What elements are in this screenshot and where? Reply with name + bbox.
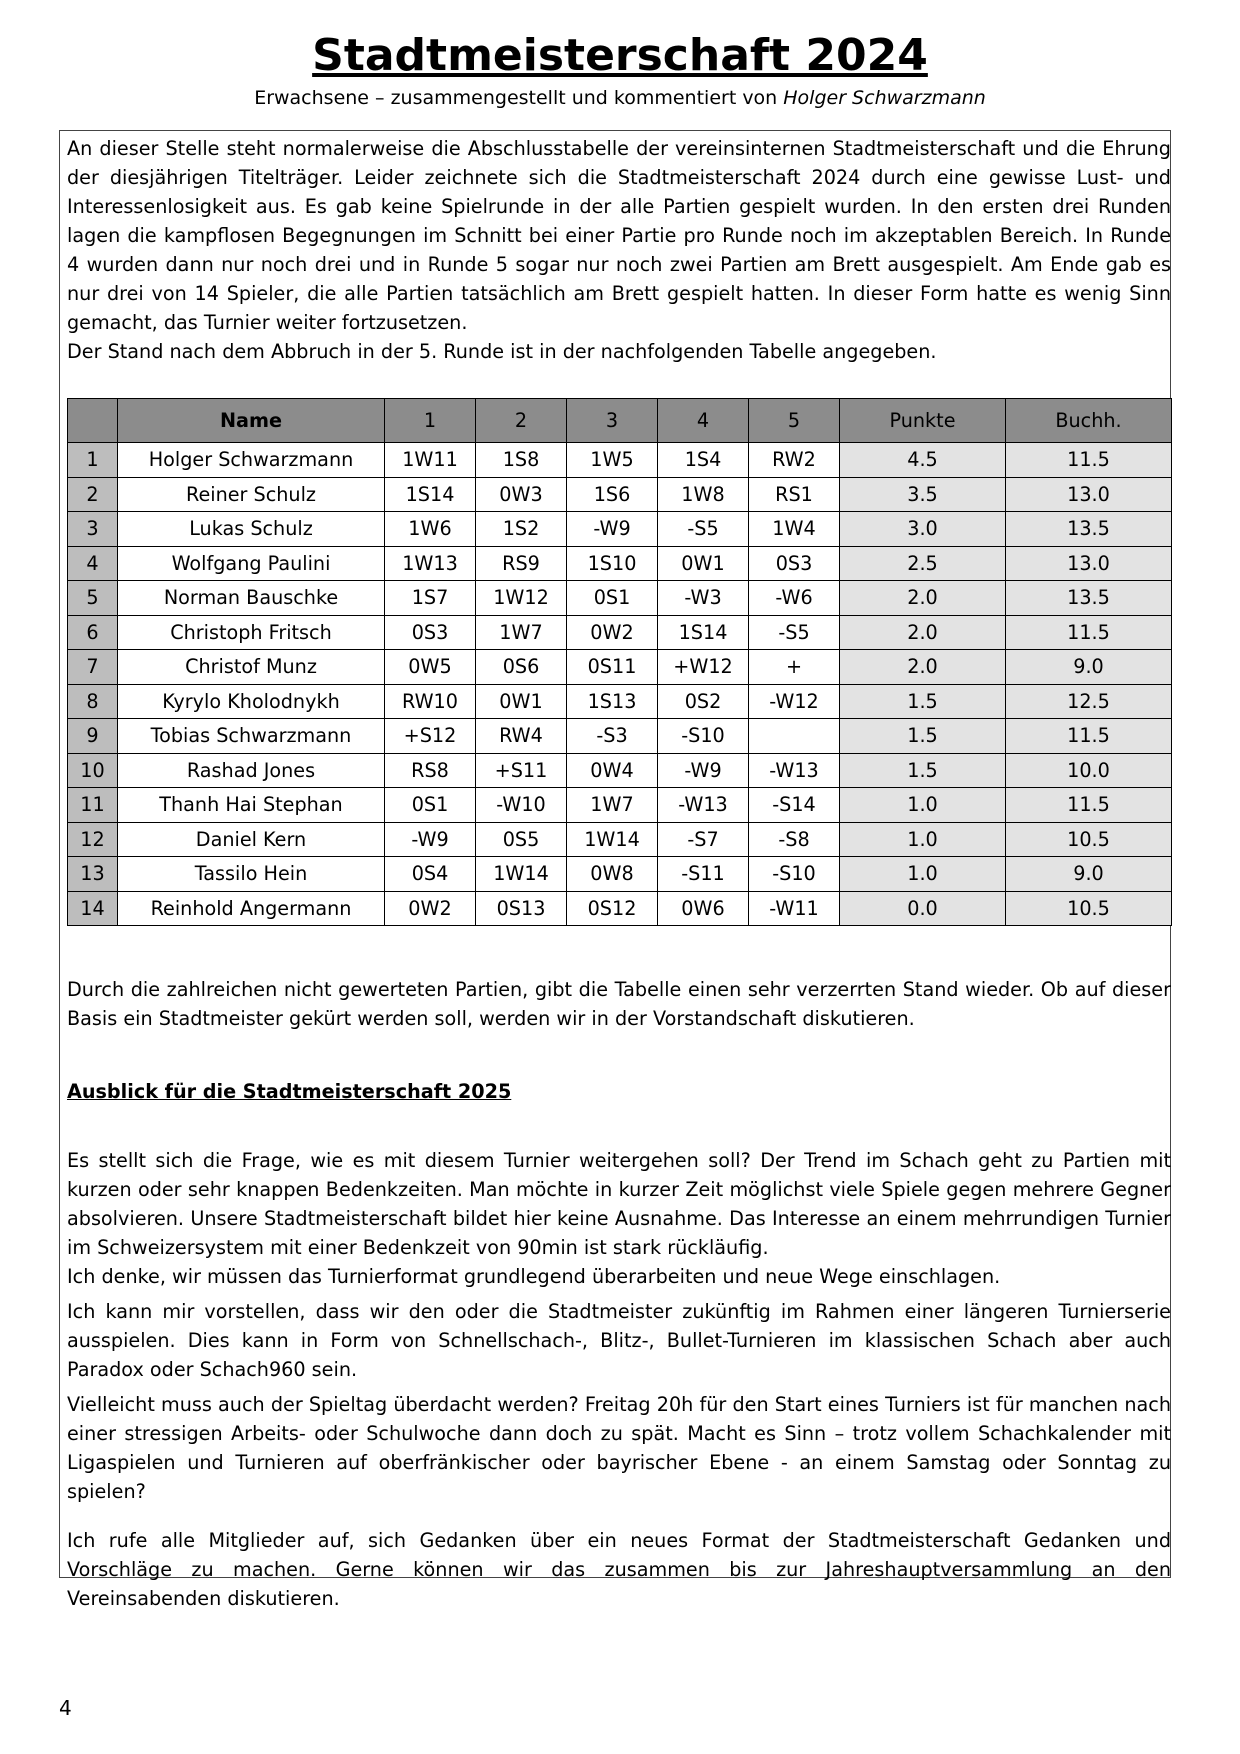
cell-rank: 10 xyxy=(68,753,118,788)
header-round-4: 4 xyxy=(658,399,749,443)
cell-points: 1.5 xyxy=(840,684,1006,719)
results-table xyxy=(67,398,1172,926)
table-row xyxy=(68,477,1172,512)
intro-section xyxy=(67,134,1171,366)
cell-points: 1.5 xyxy=(840,753,1006,788)
closing-paragraph: Ich rufe alle Mitglieder auf, sich Gedanken über ein neues Format der Stadtmeisterschaft Gedanken und Vorschläge zu machen. Gerne können wir das zusammen bis zur Jahreshauptversammlung an den Vereinsabenden diskutieren. xyxy=(67,1529,1171,1610)
cell-round-2: RS9 xyxy=(476,546,567,581)
cell-round-4: -S7 xyxy=(658,822,749,857)
cell-round-5 xyxy=(749,719,840,754)
cell-player-name: Norman Bauschke xyxy=(118,581,385,616)
cell-buchholz: 13.0 xyxy=(1006,546,1172,581)
page-subtitle xyxy=(0,86,1240,110)
header-round-5: 5 xyxy=(749,399,840,443)
outlook-paragraph-4: Vielleicht muss auch der Spieltag überdacht werden? Freitag 20h für den Start eines Turniers ist für manchen nach einer stressigen Arbeits- oder Schulwoche dann doch zu spät. Macht es Sinn – trotz vollem Schachkalender mit Ligaspielen und Turnieren auf oberfränkischer oder bayrischer Ebene - an einem Samstag oder Sonntag zu spielen? xyxy=(67,1393,1171,1503)
table-row xyxy=(68,615,1172,650)
header-round-3: 3 xyxy=(567,399,658,443)
cell-round-5: 0S3 xyxy=(749,546,840,581)
cell-round-1: 1W13 xyxy=(385,546,476,581)
cell-rank: 2 xyxy=(68,477,118,512)
table-row xyxy=(68,684,1172,719)
cell-rank: 6 xyxy=(68,615,118,650)
cell-player-name: Christof Munz xyxy=(118,650,385,685)
cell-round-5: -S8 xyxy=(749,822,840,857)
table-row xyxy=(68,891,1172,926)
cell-round-5: 1W4 xyxy=(749,512,840,547)
cell-round-3: -W9 xyxy=(567,512,658,547)
cell-buchholz: 11.5 xyxy=(1006,719,1172,754)
cell-round-4: -W3 xyxy=(658,581,749,616)
cell-round-3: 1S10 xyxy=(567,546,658,581)
subtitle-prefix: Erwachsene – zusammengestellt und kommentiert von xyxy=(254,87,784,109)
header-buchholz: Buchh. xyxy=(1006,399,1172,443)
cell-round-5: -W11 xyxy=(749,891,840,926)
cell-round-4: 0S2 xyxy=(658,684,749,719)
cell-buchholz: 11.5 xyxy=(1006,788,1172,823)
cell-player-name: Tobias Schwarzmann xyxy=(118,719,385,754)
cell-rank: 8 xyxy=(68,684,118,719)
cell-points: 4.5 xyxy=(840,443,1006,478)
cell-round-1: 1W11 xyxy=(385,443,476,478)
cell-round-2: RW4 xyxy=(476,719,567,754)
cell-buchholz: 10.0 xyxy=(1006,753,1172,788)
cell-points: 2.0 xyxy=(840,650,1006,685)
table-row xyxy=(68,512,1172,547)
cell-round-1: 0S3 xyxy=(385,615,476,650)
cell-round-4: 1S4 xyxy=(658,443,749,478)
table-row xyxy=(68,443,1172,478)
cell-round-2: 0S6 xyxy=(476,650,567,685)
outlook-heading: Ausblick für die Stadtmeisterschaft 2025 xyxy=(67,1080,512,1103)
cell-round-2: -W10 xyxy=(476,788,567,823)
cell-round-3: 0W2 xyxy=(567,615,658,650)
cell-round-3: 1W5 xyxy=(567,443,658,478)
cell-round-5: RS1 xyxy=(749,477,840,512)
cell-buchholz: 13.5 xyxy=(1006,512,1172,547)
cell-rank: 11 xyxy=(68,788,118,823)
cell-buchholz: 13.5 xyxy=(1006,581,1172,616)
cell-round-1: -W9 xyxy=(385,822,476,857)
cell-round-1: 1S7 xyxy=(385,581,476,616)
cell-round-1: RS8 xyxy=(385,753,476,788)
cell-player-name: Thanh Hai Stephan xyxy=(118,788,385,823)
cell-round-4: 1W8 xyxy=(658,477,749,512)
table-header-row xyxy=(68,399,1172,443)
cell-round-2: 0S5 xyxy=(476,822,567,857)
cell-round-2: 1W14 xyxy=(476,857,567,892)
cell-round-2: 1W12 xyxy=(476,581,567,616)
cell-player-name: Holger Schwarzmann xyxy=(118,443,385,478)
cell-round-2: 0S13 xyxy=(476,891,567,926)
cell-points: 3.0 xyxy=(840,512,1006,547)
cell-round-1: 0S4 xyxy=(385,857,476,892)
cell-round-1: 0S1 xyxy=(385,788,476,823)
cell-round-5: -W12 xyxy=(749,684,840,719)
cell-rank: 14 xyxy=(68,891,118,926)
table-row xyxy=(68,822,1172,857)
cell-buchholz: 13.0 xyxy=(1006,477,1172,512)
cell-round-1: RW10 xyxy=(385,684,476,719)
table-row xyxy=(68,650,1172,685)
cell-round-2: +S11 xyxy=(476,753,567,788)
cell-round-5: + xyxy=(749,650,840,685)
cell-round-4: +W12 xyxy=(658,650,749,685)
cell-player-name: Wolfgang Paulini xyxy=(118,546,385,581)
cell-round-5: -W13 xyxy=(749,753,840,788)
cell-player-name: Christoph Fritsch xyxy=(118,615,385,650)
cell-buchholz: 12.5 xyxy=(1006,684,1172,719)
cell-buchholz: 11.5 xyxy=(1006,615,1172,650)
header-round-2: 2 xyxy=(476,399,567,443)
cell-player-name: Tassilo Hein xyxy=(118,857,385,892)
table-row xyxy=(68,719,1172,754)
cell-round-3: 0S1 xyxy=(567,581,658,616)
outlook-paragraph-3: Ich kann mir vorstellen, dass wir den oder die Stadtmeister zukünftig im Rahmen einer längeren Turnierserie ausspielen. Dies kann in Form von Schnellschach-, Blitz-, Bullet-Turnieren im klassischen Schach aber auch Paradox oder Schach960 sein. xyxy=(67,1300,1171,1381)
cell-round-4: -S10 xyxy=(658,719,749,754)
cell-points: 2.0 xyxy=(840,615,1006,650)
cell-rank: 7 xyxy=(68,650,118,685)
header-name: Name xyxy=(118,399,385,443)
cell-rank: 9 xyxy=(68,719,118,754)
after-table-section xyxy=(67,975,1171,1033)
cell-round-4: 0W6 xyxy=(658,891,749,926)
intro-note: Der Stand nach dem Abbruch in der 5. Runde ist in der nachfolgenden Tabelle angegeben. xyxy=(67,340,937,363)
cell-round-4: -W9 xyxy=(658,753,749,788)
closing-section xyxy=(67,1526,1171,1613)
cell-round-5: -W6 xyxy=(749,581,840,616)
after-table-paragraph: Durch die zahlreichen nicht gewerteten Partien, gibt die Tabelle einen sehr verzerrten Stand wieder. Ob auf dieser Basis ein Stadtmeister gekürt werden soll, werden wir in der Vorstandschaft diskutieren. xyxy=(67,978,1171,1030)
cell-points: 3.5 xyxy=(840,477,1006,512)
cell-round-5: -S10 xyxy=(749,857,840,892)
cell-round-1: +S12 xyxy=(385,719,476,754)
cell-points: 2.5 xyxy=(840,546,1006,581)
cell-round-2: 1W7 xyxy=(476,615,567,650)
cell-round-3: 0W4 xyxy=(567,753,658,788)
cell-round-3: 0S12 xyxy=(567,891,658,926)
cell-round-1: 0W5 xyxy=(385,650,476,685)
table-row xyxy=(68,857,1172,892)
cell-round-3: 0W8 xyxy=(567,857,658,892)
cell-rank: 1 xyxy=(68,443,118,478)
cell-round-3: 1W14 xyxy=(567,822,658,857)
cell-round-3: 1W7 xyxy=(567,788,658,823)
cell-round-3: 0S11 xyxy=(567,650,658,685)
page-title: Stadtmeisterschaft 2024 xyxy=(312,30,928,81)
cell-rank: 5 xyxy=(68,581,118,616)
cell-player-name: Kyrylo Kholodnykh xyxy=(118,684,385,719)
cell-buchholz: 10.5 xyxy=(1006,891,1172,926)
cell-round-4: -S5 xyxy=(658,512,749,547)
cell-round-1: 1W6 xyxy=(385,512,476,547)
cell-points: 2.0 xyxy=(840,581,1006,616)
table-row xyxy=(68,788,1172,823)
cell-round-4: 0W1 xyxy=(658,546,749,581)
cell-points: 0.0 xyxy=(840,891,1006,926)
cell-round-3: 1S13 xyxy=(567,684,658,719)
cell-points: 1.0 xyxy=(840,857,1006,892)
cell-round-5: -S14 xyxy=(749,788,840,823)
subtitle-author: Holger Schwarzmann xyxy=(783,87,986,109)
cell-round-4: -S11 xyxy=(658,857,749,892)
cell-buchholz: 9.0 xyxy=(1006,650,1172,685)
cell-buchholz: 10.5 xyxy=(1006,822,1172,857)
header-round-1: 1 xyxy=(385,399,476,443)
cell-round-1: 1S14 xyxy=(385,477,476,512)
outlook-paragraph-1: Es stellt sich die Frage, wie es mit diesem Turnier weitergehen soll? Der Trend im Schach geht zu Partien mit kurzen oder sehr knappen Bedenkzeiten. Man möchte in kurzer Zeit möglichst viele Spiele gegen mehrere Gegner absolvieren. Unsere Stadtmeisterschaft bildet hier keine Ausnahme. Das Interesse an einem mehrrundigen Turnier im Schweizersystem mit einer Bedenkzeit von 90min ist stark rückläufig. xyxy=(67,1149,1171,1259)
cell-round-5: -S5 xyxy=(749,615,840,650)
cell-round-2: 1S2 xyxy=(476,512,567,547)
cell-player-name: Reiner Schulz xyxy=(118,477,385,512)
intro-paragraph: An dieser Stelle steht normalerweise die Abschlusstabelle der vereinsinternen Stadtmeisterschaft und die Ehrung der diesjährigen Titelträger. Leider zeichnete sich die Stadtmeisterschaft 2024 durch eine gewisse Lust- und Interessenlosigkeit aus. Es gab keine Spielrunde in der alle Partien gespielt wurden. In den ersten drei Runden lagen die kampflosen Begegnungen im Schnitt bei einer Partie pro Runde noch im akzeptablen Bereich. In Runde 4 wurden dann nur noch drei und in Runde 5 sogar nur noch zwei Partien am Brett ausgespielt. Am Ende gab es nur drei von 14 Spieler, die alle Partien tatsächlich am Brett gespielt hatten. In dieser Form hatte es wenig Sinn gemacht, das Turnier weiter fortzusetzen. xyxy=(67,137,1171,334)
cell-round-3: 1S6 xyxy=(567,477,658,512)
cell-rank: 3 xyxy=(68,512,118,547)
cell-player-name: Rashad Jones xyxy=(118,753,385,788)
cell-round-5: RW2 xyxy=(749,443,840,478)
cell-player-name: Daniel Kern xyxy=(118,822,385,857)
outlook-section xyxy=(67,1146,1171,1506)
cell-round-2: 0W1 xyxy=(476,684,567,719)
header-points: Punkte xyxy=(840,399,1006,443)
outlook-paragraph-2: Ich denke, wir müssen das Turnierformat grundlegend überarbeiten und neue Wege einschlagen. xyxy=(67,1265,1001,1288)
cell-points: 1.0 xyxy=(840,788,1006,823)
cell-points: 1.0 xyxy=(840,822,1006,857)
cell-round-2: 1S8 xyxy=(476,443,567,478)
cell-round-2: 0W3 xyxy=(476,477,567,512)
cell-buchholz: 11.5 xyxy=(1006,443,1172,478)
cell-rank: 12 xyxy=(68,822,118,857)
cell-rank: 13 xyxy=(68,857,118,892)
table-row xyxy=(68,546,1172,581)
table-row xyxy=(68,581,1172,616)
cell-round-4: -W13 xyxy=(658,788,749,823)
cell-rank: 4 xyxy=(68,546,118,581)
header-rank xyxy=(68,399,118,443)
page-number: 4 xyxy=(59,1696,72,1720)
cell-buchholz: 9.0 xyxy=(1006,857,1172,892)
cell-round-1: 0W2 xyxy=(385,891,476,926)
cell-round-3: -S3 xyxy=(567,719,658,754)
cell-points: 1.5 xyxy=(840,719,1006,754)
cell-round-4: 1S14 xyxy=(658,615,749,650)
cell-player-name: Lukas Schulz xyxy=(118,512,385,547)
table-row xyxy=(68,753,1172,788)
cell-player-name: Reinhold Angermann xyxy=(118,891,385,926)
